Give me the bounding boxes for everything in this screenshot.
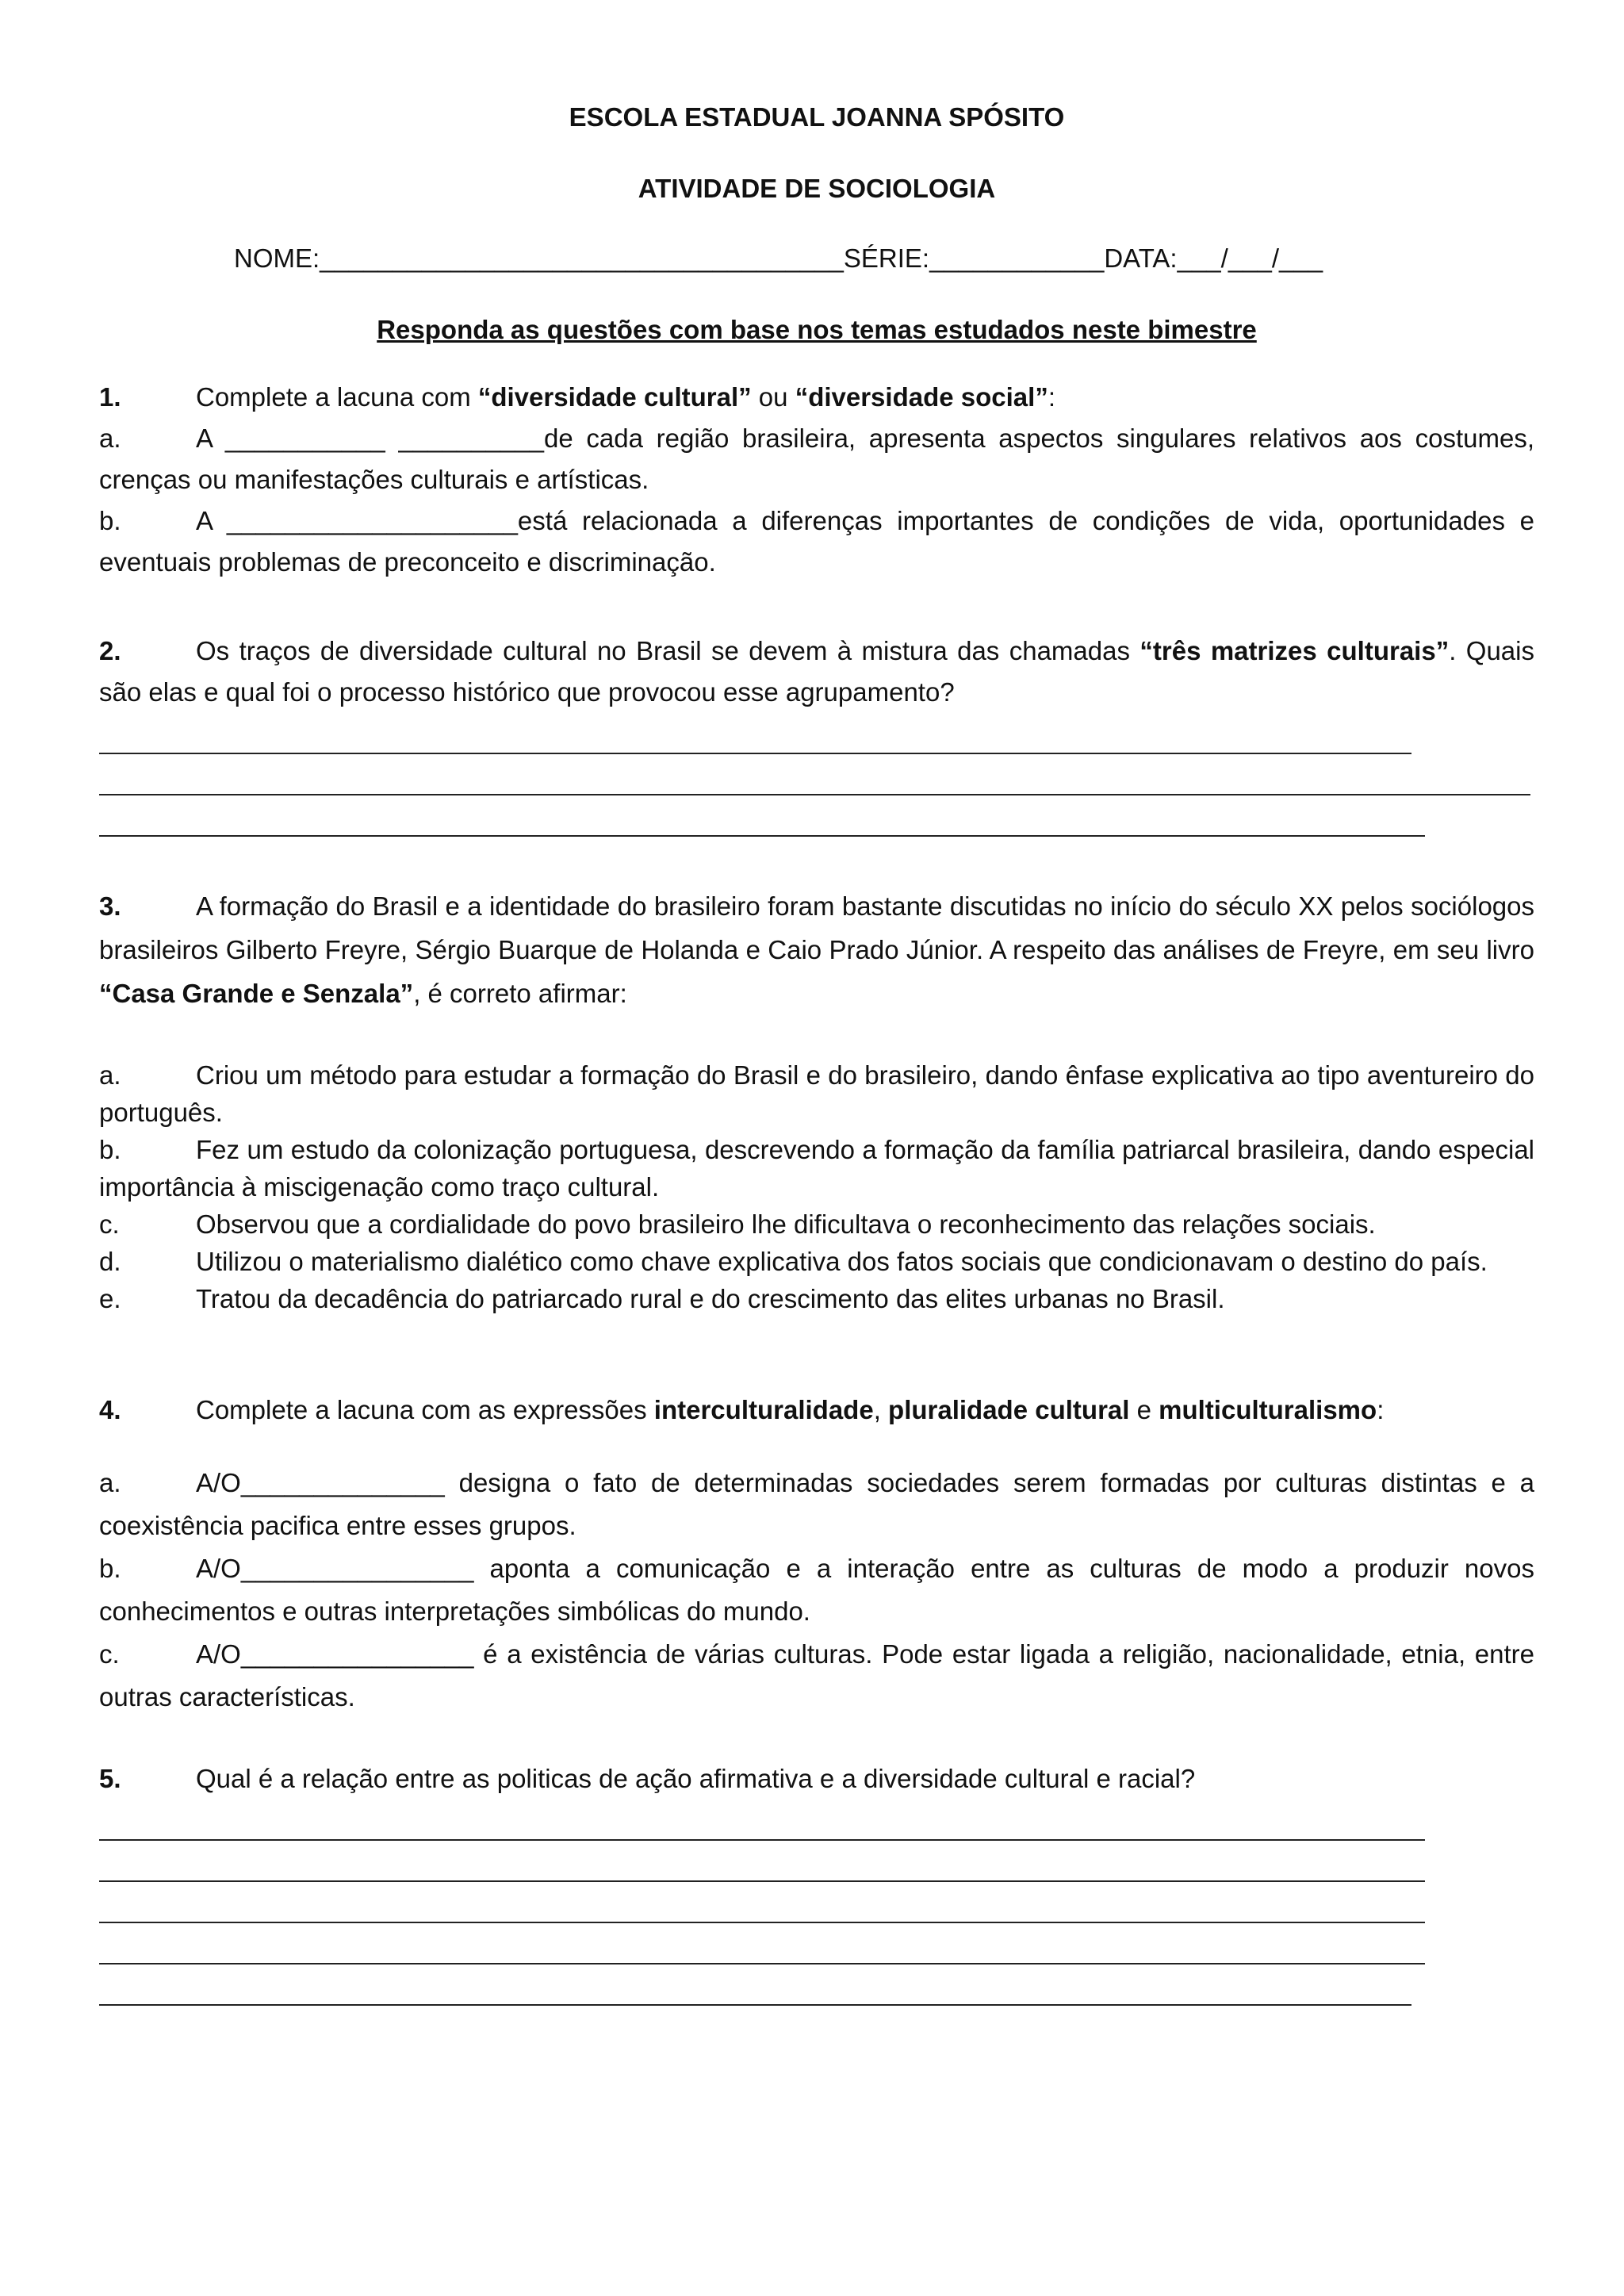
answer-line[interactable] — [99, 713, 1411, 754]
question-number: 5. — [99, 1764, 121, 1793]
answer-line[interactable] — [99, 1841, 1425, 1882]
question-2-text: 2. Os traços de diversidade cultural no Brasil se devem à mistura das chamadas “três matrizes culturais”. Quais são elas e qual foi o processo histórico que provocou esse agrupamento? — [99, 636, 1534, 707]
question-4-item-c: c. A/O________________ é a existência de várias culturas. Pode estar ligada a religião, nacionalidade, etnia, entre outras características. — [99, 1639, 1534, 1711]
question-5 — [99, 1758, 1534, 2006]
question-1 — [99, 377, 1534, 583]
answer-line[interactable] — [99, 754, 1530, 795]
answer-line[interactable] — [99, 1923, 1425, 1964]
instructions: Responda as questões com base nos temas estudados neste bimestre — [377, 315, 1257, 344]
option-c[interactable]: c. Observou que a cordialidade do povo brasileiro lhe dificultava o reconhecimento das relações sociais. — [99, 1209, 1376, 1239]
question-text: Complete a lacuna com “diversidade cultural” ou “diversidade social”: — [196, 382, 1055, 412]
question-text: Complete a lacuna com as expressões interculturalidade, pluralidade cultural e multiculturalismo: — [196, 1395, 1385, 1424]
answer-line[interactable] — [99, 1964, 1411, 2006]
question-4-item-b: b. A/O________________ aponta a comunicação e a interação entre as culturas de modo a produzir novos conhecimentos e outras interpretações simbólicas do mundo. — [99, 1554, 1534, 1626]
option-e[interactable]: e. Tratou da decadência do patriarcado rural e do crescimento das elites urbanas no Brasil. — [99, 1284, 1225, 1313]
question-4 — [99, 1389, 1534, 1431]
student-info-line: NOME:____________________________________SÉRIE:____________DATA:___/___/___ — [234, 243, 1323, 273]
question-3 — [99, 884, 1534, 1015]
question-1-stem — [99, 377, 1534, 418]
question-3-options — [99, 1056, 1534, 1317]
answer-line[interactable] — [99, 1882, 1425, 1923]
question-number: 4. — [99, 1395, 121, 1424]
answer-line[interactable] — [99, 795, 1425, 837]
option-a[interactable]: a. Criou um método para estudar a formação do Brasil e do brasileiro, dando ênfase explicativa ao tipo aventureiro do português. — [99, 1060, 1534, 1127]
question-3-text: 3. A formação do Brasil e a identidade do brasileiro foram bastante discutidas no início do século XX pelos sociólogos brasileiros Gilberto Freyre, Sérgio Buarque de Holanda e Caio Prado Júnior. A respeito das análises de Freyre, em seu livro “Casa Grande e Senzala”, é correto afirmar: — [99, 891, 1534, 1008]
question-4-stem — [99, 1389, 1534, 1431]
question-1-item-a: a. A ___________ __________de cada região brasileira, apresenta aspectos singulares relativos aos costumes, crenças ou manifestações culturais e artísticas. — [99, 424, 1534, 494]
school-name: ESCOLA ESTADUAL JOANNA SPÓSITO — [569, 102, 1065, 132]
question-2 — [99, 631, 1534, 837]
question-number: 1. — [99, 382, 121, 412]
option-d[interactable]: d. Utilizou o materialismo dialético como chave explicativa dos fatos sociais que condicionavam o destino do país. — [99, 1247, 1488, 1276]
question-1-item-b: b. A ____________________está relacionada a diferenças importantes de condições de vida, oportunidades e eventuais problemas de preconceito e discriminação. — [99, 506, 1534, 577]
question-4-items — [99, 1462, 1534, 1719]
question-5-stem — [99, 1758, 1534, 1800]
question-4-item-a: a. A/O______________ designa o fato de determinadas sociedades serem formadas por culturas distintas e a coexistência pacifica entre esses grupos. — [99, 1468, 1534, 1540]
answer-line[interactable] — [99, 1800, 1425, 1841]
activity-title: ATIVIDADE DE SOCIOLOGIA — [638, 174, 996, 203]
option-b[interactable]: b. Fez um estudo da colonização portuguesa, descrevendo a formação da família patriarcal brasileira, dando especial importância à miscigenação como traço cultural. — [99, 1135, 1534, 1202]
question-text: Qual é a relação entre as politicas de ação afirmativa e a diversidade cultural e racial? — [196, 1764, 1196, 1793]
